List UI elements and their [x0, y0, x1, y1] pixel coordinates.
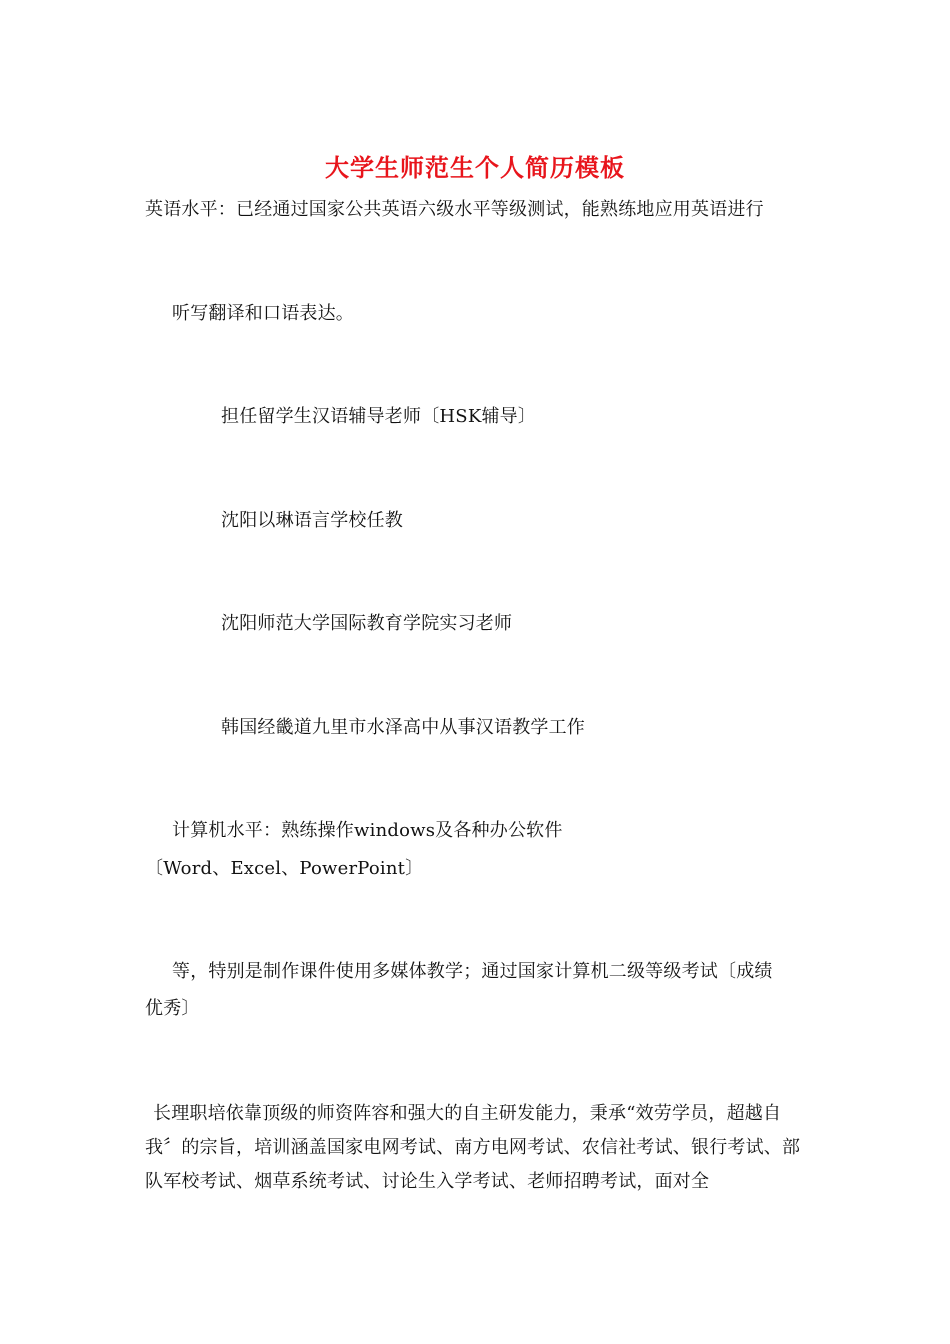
english-level-line-1: 英语水平：已经通过国家公共英语六级水平等级测试，能熟练地应用英语进行: [145, 199, 764, 220]
experience-item-2: 沈阳以琳语言学校任教: [221, 510, 403, 531]
computer-level-line-1: 计算机水平：熟练操作windows及各种办公软件: [172, 820, 563, 841]
experience-item-1: 担任留学生汉语辅导老师〔HSK辅导〕: [221, 406, 537, 427]
promo-paragraph: 长理职培依靠顶级的师资阵容和强大的自主研发能力，秉承“效劳学员，超越自我〞的宗旨，培训涵盖国家电网考试、南方电网考试、农信社考试、银行考试、部队军校考试、烟草系统考试、讨论生入学考试、老师招聘考试，面对全: [145, 1103, 801, 1192]
experience-item-3: 沈阳师范大学国际教育学院实习老师: [221, 613, 513, 634]
document-title: 大学生师范生个人简历模板: [325, 153, 625, 182]
experience-item-4: 韩国经畿道九里市水泽高中从事汉语教学工作: [221, 717, 585, 738]
english-level-line-2: 听写翻译和口语表达。: [172, 303, 354, 324]
computer-level-line-3: 等，特别是制作课件使用多媒体教学；通过国家计算机二级等级考试〔成绩: [172, 961, 773, 982]
computer-level-line-4: 优秀〕: [145, 998, 200, 1019]
computer-level-line-2: 〔Word、Excel、PowerPoint〕: [145, 858, 424, 879]
